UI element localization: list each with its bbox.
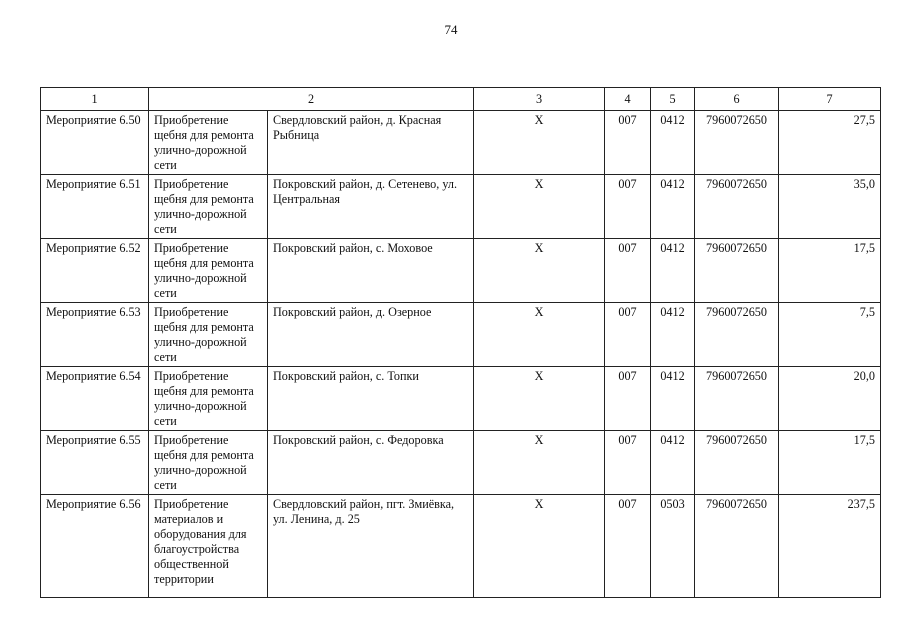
col3-cell: Х: [474, 175, 605, 239]
table-row: [41, 495, 881, 598]
col5-cell: 0412: [651, 175, 695, 239]
col6-cell: 7960072650: [695, 111, 779, 175]
col6-cell: 7960072650: [695, 431, 779, 495]
table-row: [41, 111, 881, 175]
col3-cell: Х: [474, 111, 605, 175]
amount-cell: 35,0: [779, 175, 881, 239]
table-row: [41, 431, 881, 495]
location-cell: Свердловский район, д. Красная Рыбница: [268, 111, 474, 175]
col3-cell: Х: [474, 239, 605, 303]
col6-cell: 7960072650: [695, 367, 779, 431]
col4-cell: 007: [605, 303, 651, 367]
table-row: [41, 239, 881, 303]
header-col-3: 3: [474, 88, 605, 111]
amount-cell: 7,5: [779, 303, 881, 367]
header-row: [41, 88, 881, 111]
col5-cell: 0503: [651, 495, 695, 598]
location-cell: Свердловский район, пгт. Змиёвка, ул. Ленина, д. 25: [268, 495, 474, 598]
measure-cell: Мероприятие 6.56: [41, 495, 149, 598]
col4-cell: 007: [605, 367, 651, 431]
amount-cell: 20,0: [779, 367, 881, 431]
col4-cell: 007: [605, 239, 651, 303]
measure-cell: Мероприятие 6.52: [41, 239, 149, 303]
col5-cell: 0412: [651, 367, 695, 431]
description-cell: Приобретение щебня для ремонта улично-дорожной сети: [149, 175, 268, 239]
col5-cell: 0412: [651, 431, 695, 495]
description-cell: Приобретение щебня для ремонта улично-дорожной сети: [149, 431, 268, 495]
measure-cell: Мероприятие 6.55: [41, 431, 149, 495]
measure-cell: Мероприятие 6.54: [41, 367, 149, 431]
header-col-5: 5: [651, 88, 695, 111]
location-cell: Покровский район, с. Федоровка: [268, 431, 474, 495]
description-cell: Приобретение щебня для ремонта улично-дорожной сети: [149, 303, 268, 367]
col3-cell: Х: [474, 431, 605, 495]
location-cell: Покровский район, с. Топки: [268, 367, 474, 431]
col4-cell: 007: [605, 431, 651, 495]
measure-cell: Мероприятие 6.53: [41, 303, 149, 367]
location-cell: Покровский район, д. Озерное: [268, 303, 474, 367]
description-cell: Приобретение щебня для ремонта улично-дорожной сети: [149, 367, 268, 431]
table-row: [41, 175, 881, 239]
amount-cell: 17,5: [779, 431, 881, 495]
col6-cell: 7960072650: [695, 175, 779, 239]
header-col-2: 2: [149, 88, 474, 111]
measure-cell: Мероприятие 6.51: [41, 175, 149, 239]
col4-cell: 007: [605, 111, 651, 175]
amount-cell: 17,5: [779, 239, 881, 303]
description-cell: Приобретение щебня для ремонта улично-дорожной сети: [149, 111, 268, 175]
col3-cell: Х: [474, 303, 605, 367]
col4-cell: 007: [605, 495, 651, 598]
amount-cell: 27,5: [779, 111, 881, 175]
col6-cell: 7960072650: [695, 303, 779, 367]
col6-cell: 7960072650: [695, 495, 779, 598]
page-number: 74: [444, 22, 458, 37]
location-cell: Покровский район, с. Моховое: [268, 239, 474, 303]
measure-cell: Мероприятие 6.50: [41, 111, 149, 175]
header-col-4: 4: [605, 88, 651, 111]
amount-cell: 237,5: [779, 495, 881, 598]
table-row: [41, 303, 881, 367]
col3-cell: Х: [474, 495, 605, 598]
col5-cell: 0412: [651, 303, 695, 367]
header-col-1: 1: [41, 88, 149, 111]
col6-cell: 7960072650: [695, 239, 779, 303]
header-col-7: 7: [779, 88, 881, 111]
table-row: [41, 367, 881, 431]
col4-cell: 007: [605, 175, 651, 239]
location-cell: Покровский район, д. Сетенево, ул. Центральная: [268, 175, 474, 239]
budget-table: [40, 87, 881, 598]
header-col-6: 6: [695, 88, 779, 111]
col5-cell: 0412: [651, 239, 695, 303]
description-cell: Приобретение материалов и оборудования для благоустройства общественной территории: [149, 495, 268, 598]
col5-cell: 0412: [651, 111, 695, 175]
description-cell: Приобретение щебня для ремонта улично-дорожной сети: [149, 239, 268, 303]
col3-cell: Х: [474, 367, 605, 431]
